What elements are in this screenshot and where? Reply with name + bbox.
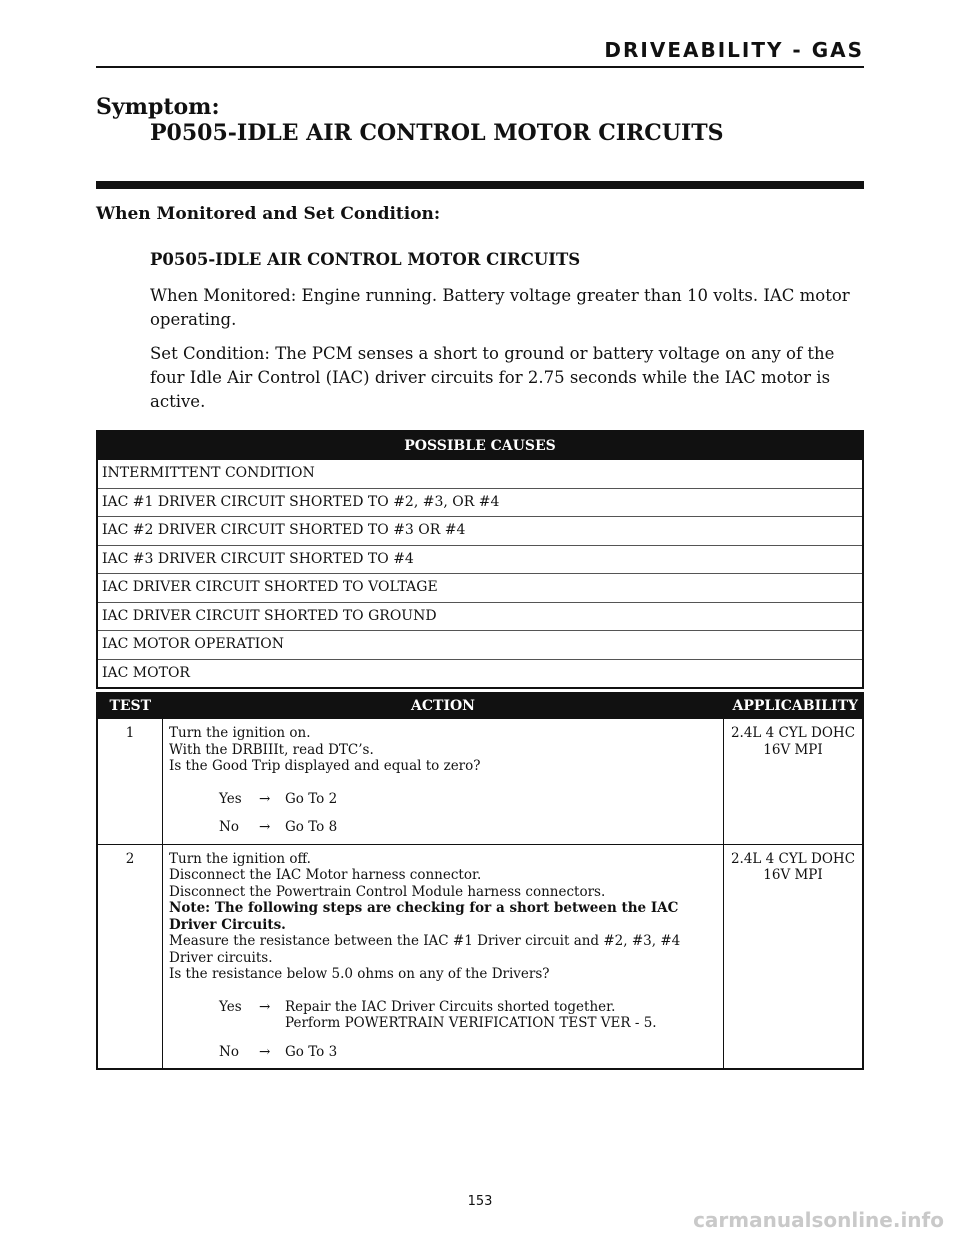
answer-yes: [169, 791, 719, 808]
monitor-block: [150, 248, 864, 424]
applicability-line: 2.4L 4 CYL DOHC: [730, 850, 856, 867]
action-line: Disconnect the Powertrain Control Module harness connectors.: [169, 883, 606, 900]
cause-item: IAC DRIVER CIRCUIT SHORTED TO GROUND: [98, 603, 862, 632]
cause-item: IAC #2 DRIVER CIRCUIT SHORTED TO #3 OR #4: [98, 517, 862, 546]
header-rule: [96, 66, 864, 68]
applicability-line: 2.4L 4 CYL DOHC: [730, 725, 856, 741]
test-applicability: [724, 719, 864, 845]
test-table: [96, 692, 864, 1070]
watermark: carmanualsonline.info: [693, 1208, 944, 1232]
when-monitored-text: When Monitored: Engine running. Battery voltage greater than 10 volts. IAC motor operating.: [150, 286, 850, 329]
answer-key: Yes: [219, 790, 242, 807]
symptom-label: Symptom:: [96, 94, 220, 120]
arrow-icon: →: [259, 1043, 271, 1060]
answer-result: Go To 8: [285, 819, 338, 835]
section-title: DRIVEABILITY - GAS: [604, 38, 864, 62]
arrow-icon: →: [259, 790, 271, 807]
answer-result: Go To 2: [285, 790, 338, 807]
answer-key: No: [219, 1043, 239, 1060]
arrow-icon: →: [259, 819, 271, 835]
action-line: Turn the ignition on.: [169, 725, 311, 741]
action-note: Note: The following steps are checking for a short between the IAC Driver Circuits.: [169, 900, 679, 933]
answer-key: Yes: [219, 998, 242, 1015]
symptom-title: P0505-IDLE AIR CONTROL MOTOR CIRCUITS: [150, 120, 724, 146]
answer-no: [169, 819, 719, 836]
test-number: 1: [97, 719, 163, 845]
action-line: With the DRBIIIt, read DTC’s.: [169, 741, 374, 758]
possible-causes-box: [96, 430, 864, 689]
cause-item: IAC MOTOR: [102, 664, 190, 681]
action-line: Disconnect the IAC Motor harness connector.: [169, 867, 482, 883]
table-row: [97, 719, 863, 845]
monitor-code: P0505-IDLE AIR CONTROL MOTOR CIRCUITS: [150, 250, 581, 269]
action-line: Is the Good Trip displayed and equal to zero?: [169, 758, 481, 774]
answer-result-line: Repair the IAC Driver Circuits shorted together.: [285, 998, 616, 1015]
applicability-line: 16V MPI: [763, 867, 823, 883]
answer-result: Go To 3: [285, 1043, 338, 1060]
answer-yes: [169, 999, 719, 1032]
arrow-icon: →: [259, 998, 271, 1015]
col-test: TEST: [97, 693, 163, 719]
table-row: [97, 844, 863, 1069]
cause-item: IAC #1 DRIVER CIRCUIT SHORTED TO #2, #3, OR #4: [98, 489, 862, 518]
col-action: ACTION: [163, 693, 724, 719]
col-applicability: APPLICABILITY: [724, 693, 864, 719]
cause-item: IAC MOTOR OPERATION: [98, 631, 862, 660]
cause-item: IAC #3 DRIVER CIRCUIT SHORTED TO #4: [98, 546, 862, 575]
test-action: [163, 844, 724, 1069]
page-number: 153: [467, 1194, 493, 1209]
answer-result-line: Perform POWERTRAIN VERIFICATION TEST VER - 5.: [285, 1015, 657, 1031]
cause-item: INTERMITTENT CONDITION: [98, 460, 862, 489]
answer-key: No: [219, 819, 239, 835]
monitor-heading: When Monitored and Set Condition:: [96, 204, 441, 224]
answer-result: [285, 999, 719, 1032]
section-divider: [96, 181, 864, 189]
set-condition-text: Set Condition: The PCM senses a short to ground or battery voltage on any of the four Idle Air Control (IAC) driver circuits for 2.75 seconds while the IAC motor is active.: [150, 344, 835, 411]
answer-no: [169, 1044, 719, 1061]
test-number: 2: [97, 844, 163, 1069]
applicability-line: 16V MPI: [763, 741, 823, 758]
test-action: [163, 719, 724, 845]
test-table-header: [97, 693, 863, 719]
action-line: Is the resistance below 5.0 ohms on any of the Drivers?: [169, 966, 550, 982]
possible-causes-heading: POSSIBLE CAUSES: [98, 432, 862, 460]
cause-item: IAC DRIVER CIRCUIT SHORTED TO VOLTAGE: [98, 574, 862, 603]
action-line: Measure the resistance between the IAC #1 Driver circuit and #2, #3, #4 Driver circuits.: [169, 933, 681, 966]
test-applicability: [724, 844, 864, 1069]
action-line: Turn the ignition off.: [169, 850, 311, 867]
